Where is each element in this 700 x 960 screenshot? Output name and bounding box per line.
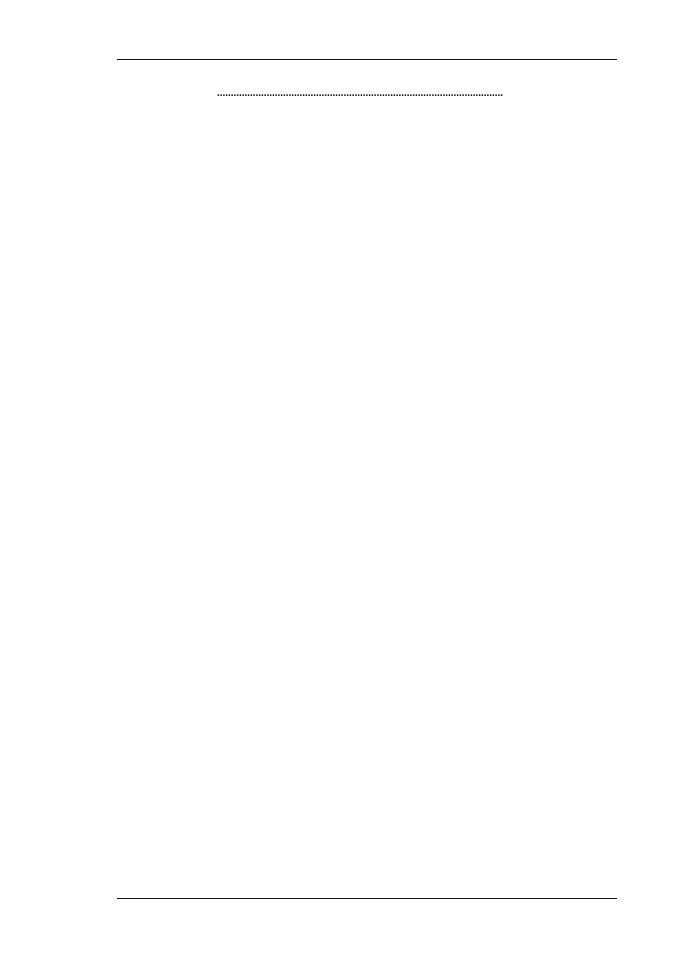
footer-rule [117,898,617,899]
page-footer [117,898,617,928]
header-rule [117,59,617,60]
table-of-contents [117,84,655,102]
leader-dots: ........................................................................................................ [217,87,503,99]
page-header [117,40,617,62]
chapter-entry [117,87,655,100]
